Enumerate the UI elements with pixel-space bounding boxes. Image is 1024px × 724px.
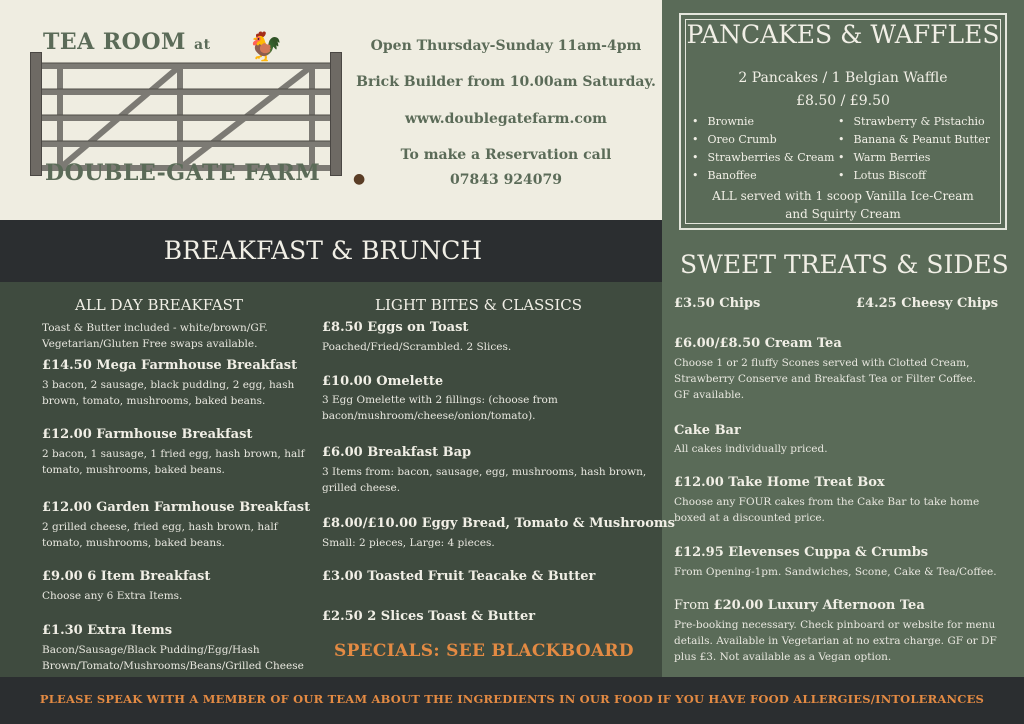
menu-item-desc <box>674 494 979 526</box>
menu-item-title: £12.95 Elevenses Cuppa & Crumbs <box>674 545 929 560</box>
website-link[interactable]: www.doublegatefarm.com <box>404 111 607 127</box>
desc-line: tomato, mushrooms, baked beans. <box>42 464 225 476</box>
menu-item-title: £14.50 Mega Farmhouse Breakfast <box>42 358 298 373</box>
breakfast-title: BREAKFAST & BRUNCH <box>163 236 483 265</box>
menu-item-desc <box>42 588 182 604</box>
desc-line: 2 grilled cheese, fried egg, hash brown, half <box>42 521 278 533</box>
desc-line: Bacon/Sausage/Black Pudding/Egg/Hash <box>42 644 260 656</box>
flavour-list-right <box>838 113 990 185</box>
menu-item-desc <box>322 464 646 496</box>
afternoon-prefix: From <box>674 598 714 613</box>
desc-line: Poached/Fried/Scrambled. 2 Slices. <box>322 341 512 353</box>
farm-gate-illustration <box>30 52 354 176</box>
menu-item-title: £12.00 Garden Farmhouse Breakfast <box>42 500 311 515</box>
menu-item-desc <box>322 339 511 355</box>
desc-line: GF available. <box>674 389 745 401</box>
pancakes-price: £8.50 / £9.50 <box>796 93 890 109</box>
allergy-footer <box>0 677 1024 724</box>
desc-line: brown, tomato, mushrooms, baked beans. <box>42 395 266 407</box>
desc-line: 3 Egg Omelette with 2 fillings: (choose from <box>322 394 558 406</box>
desc-line: details. Available in Vegetarian at no extra charge. GF or DF <box>674 635 997 647</box>
allergy-notice: PLEASE SPEAK WITH A MEMBER OF OUR TEAM ABOUT THE INGREDIENTS IN OUR FOOD IF YOU HAVE FOOD ALLERGIES/INTOLERANCES <box>39 692 985 706</box>
rooster-icon: 🐓 <box>248 30 283 63</box>
pancakes-waffles-panel <box>662 0 1024 240</box>
note-line: and Squirty Cream <box>785 207 901 221</box>
intro-line: Vegetarian/Gluten Free swaps available. <box>42 338 258 350</box>
desc-line: Choose any 6 Extra Items. <box>42 590 183 602</box>
menu-item-title: £12.00 Farmhouse Breakfast <box>42 427 253 442</box>
flavour-item: • Banoffee <box>692 167 834 185</box>
flavour-item: • Banana & Peanut Butter <box>838 131 990 149</box>
desc-line: All cakes individually priced. <box>674 443 828 455</box>
cheesy-chips-price: £4.25 Cheesy Chips <box>856 296 999 311</box>
intro-line: Toast & Butter included - white/brown/GF. <box>42 322 268 334</box>
menu-item-desc <box>42 446 304 478</box>
desc-line: 3 bacon, 2 sausage, black pudding, 2 egg, hash <box>42 379 295 391</box>
menu-item-title: £9.00 6 Item Breakfast <box>42 569 211 584</box>
pancakes-serving-note <box>662 187 1024 223</box>
all-day-heading: ALL DAY BREAKFAST <box>75 296 243 314</box>
menu-item-desc <box>674 564 997 580</box>
desc-line: Brown/Tomato/Mushrooms/Beans/Grilled Cheese <box>42 660 304 672</box>
sweet-treats-title: SWEET TREATS & SIDES <box>680 250 1009 279</box>
flavour-list-left <box>692 113 834 185</box>
flavour-item: • Strawberries & Cream <box>692 149 834 167</box>
desc-line: plus £3. Not available as a Vegan option. <box>674 651 892 663</box>
desc-line: Pre-booking necessary. Check pinboard or website for menu <box>674 619 996 631</box>
flavour-item: • Oreo Crumb <box>692 131 834 149</box>
all-day-intro <box>42 320 268 352</box>
brand-farm-name: DOUBLE-GATE FARM <box>45 160 321 186</box>
pancakes-subtitle: 2 Pancakes / 1 Belgian Waffle <box>738 70 948 86</box>
chips-price: £3.50 Chips <box>674 296 761 311</box>
menu-item-title: £1.30 Extra Items <box>42 623 173 638</box>
menu-item-desc <box>42 377 294 409</box>
pancakes-title: PANCAKES & WAFFLES <box>686 20 1000 49</box>
light-bites-heading: LIGHT BITES & CLASSICS <box>375 296 583 314</box>
desc-line: Choose any FOUR cakes from the Cake Bar to take home <box>674 496 980 508</box>
breakfast-band <box>0 220 662 282</box>
menu-item-desc <box>42 519 278 551</box>
flavour-item: • Lotus Biscoff <box>838 167 990 185</box>
desc-line: From Opening-1pm. Sandwiches, Scone, Cake & Tea/Coffee. <box>674 566 997 578</box>
desc-line: Strawberry Conserve and Breakfast Tea or Filter Coffee. <box>674 373 976 385</box>
menu-item-title: £6.00 Breakfast Bap <box>322 445 472 460</box>
desc-line: Small: 2 pieces, Large: 4 pieces. <box>322 537 495 549</box>
menu-item-desc <box>674 355 976 403</box>
note-line: ALL served with 1 scoop Vanilla Ice-Cream <box>712 189 974 203</box>
menu-item-title: £8.00/£10.00 Eggy Bread, Tomato & Mushrooms <box>322 516 675 531</box>
brand-tea-room: TEA ROOM at <box>43 29 211 55</box>
menu-item-desc <box>42 642 304 674</box>
brand-at: at <box>194 37 211 53</box>
specials-notice: SPECIALS: SEE BLACKBOARD <box>334 641 634 661</box>
reservation-text: To make a Reservation call <box>400 147 612 163</box>
desc-line: boxed at a discounted price. <box>674 512 825 524</box>
flavour-item: • Brownie <box>692 113 834 131</box>
opening-hours: Open Thursday-Sunday 11am-4pm <box>370 38 642 54</box>
desc-line: tomato, mushrooms, baked beans. <box>42 537 225 549</box>
menu-item-desc <box>674 441 828 457</box>
menu-item-title: £8.50 Eggs on Toast <box>322 320 469 335</box>
menu-item-title: £6.00/£8.50 Cream Tea <box>674 336 842 351</box>
phone-number[interactable]: 07843 924079 <box>449 172 563 188</box>
desc-line: bacon/mushroom/cheese/onion/tomato). <box>322 410 536 422</box>
menu-item-desc <box>322 535 495 551</box>
menu-item-title: £10.00 Omelette <box>322 374 444 389</box>
desc-line: grilled cheese. <box>322 482 401 494</box>
menu-item-desc <box>674 617 997 665</box>
desc-line: 2 bacon, 1 sausage, 1 fried egg, hash brown, half <box>42 448 305 460</box>
desc-line: Choose 1 or 2 fluffy Scones served with Clotted Cream, <box>674 357 970 369</box>
menu-item-title: £3.00 Toasted Fruit Teacake & Butter <box>322 569 596 584</box>
hedgehog-icon: ● <box>353 171 366 187</box>
gate-bars <box>30 52 354 176</box>
menu-item-title: £12.00 Take Home Treat Box <box>674 475 885 490</box>
flavour-item: • Strawberry & Pistachio <box>838 113 990 131</box>
desc-line: 3 Items from: bacon, sausage, egg, mushrooms, hash brown, <box>322 466 647 478</box>
menu-item-title: £2.50 2 Slices Toast & Butter <box>322 609 536 624</box>
menu-item-title: Cake Bar <box>674 423 741 438</box>
menu-item-desc <box>322 392 558 424</box>
afternoon-tea-title <box>674 598 925 613</box>
afternoon-title: £20.00 Luxury Afternoon Tea <box>713 598 925 613</box>
flavour-item: • Warm Berries <box>838 149 990 167</box>
brick-builder-note: Brick Builder from 10.00am Saturday. <box>356 74 656 90</box>
